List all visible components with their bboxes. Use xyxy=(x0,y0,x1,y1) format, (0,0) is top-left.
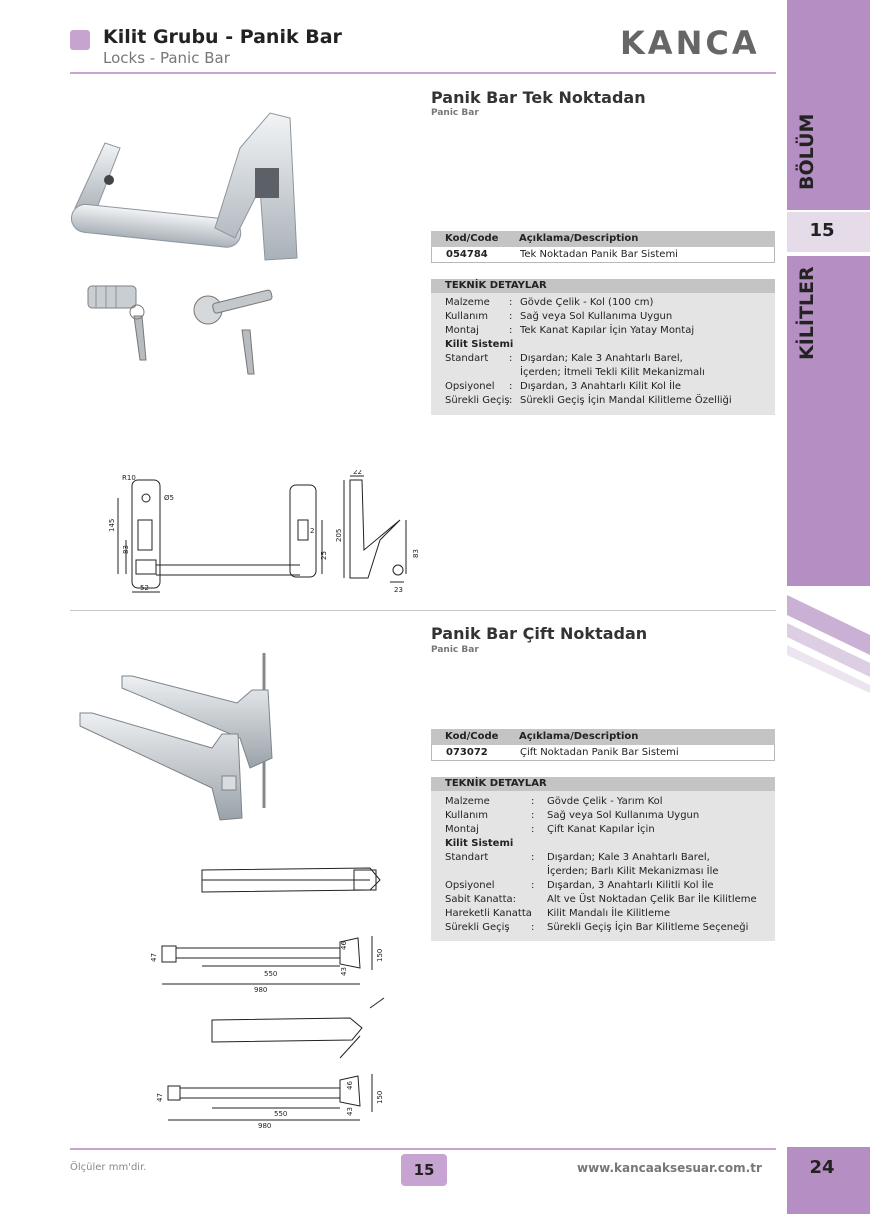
double-point-dimension-drawing xyxy=(140,858,400,1138)
product-code: 054784 xyxy=(446,249,488,260)
tech-label: Kullanım xyxy=(445,810,488,821)
tech-sep: : xyxy=(509,353,513,364)
dim-46: 46 xyxy=(340,941,348,950)
brand-logo: KANCA xyxy=(620,24,760,62)
tech-label: Kullanım xyxy=(445,311,488,322)
product-title: Panik Bar Tek Noktadan xyxy=(431,88,646,107)
tech-sep: : xyxy=(531,796,535,807)
tech-value: Kilit Mandalı İle Kilitleme xyxy=(547,908,670,919)
tech-label: Standart xyxy=(445,852,489,863)
tech-sep: : xyxy=(531,922,535,933)
side-section-number: 15 xyxy=(809,220,835,241)
tech-details-header: TEKNİK DETAYLAR xyxy=(431,777,775,791)
tech-label: Standart xyxy=(445,353,489,364)
tech-label: Opsiyonel xyxy=(445,381,495,392)
tech-label: Malzeme xyxy=(445,297,490,308)
tech-value: Alt ve Üst Noktadan Çelik Bar İle Kilitleme xyxy=(547,894,757,905)
page-subtitle: Locks - Panic Bar xyxy=(103,49,230,67)
single-point-dimension-drawing xyxy=(100,470,430,600)
code-table-row xyxy=(431,745,775,761)
panic-bar-single-photo xyxy=(65,108,305,268)
tech-value: Gövde Çelik - Kol (100 cm) xyxy=(520,297,654,308)
tech-sep: : xyxy=(531,810,535,821)
dim-980b: 980 xyxy=(258,1122,272,1130)
tech-sep: : xyxy=(531,852,535,863)
code-table-row xyxy=(431,247,775,263)
dim-47b: 47 xyxy=(156,1093,164,1102)
dim-47: 47 xyxy=(150,953,158,962)
tech-sep: : xyxy=(509,395,513,406)
dim-150b: 150 xyxy=(376,1090,384,1104)
lock-cylinder-accessories-photo xyxy=(82,280,282,380)
dim-150: 150 xyxy=(376,948,384,962)
tech-group-label: Kilit Sistemi xyxy=(445,339,514,350)
dim-83: 83 xyxy=(122,545,130,554)
panic-bar-double-photo xyxy=(72,648,287,828)
section-page-number: 15 xyxy=(401,1154,447,1186)
dim-550: 550 xyxy=(264,970,278,978)
page-title: Kilit Grubu - Panik Bar xyxy=(103,26,342,48)
tech-sep: : xyxy=(531,824,535,835)
dim-22: 22 xyxy=(353,470,362,476)
dim-980: 980 xyxy=(254,986,268,994)
tech-value: Çift Kanat Kapılar İçin xyxy=(547,824,655,835)
product-description: Tek Noktadan Panik Bar Sistemi xyxy=(520,249,678,260)
tech-value: İçerden; Barlı Kilit Mekanizması İle xyxy=(547,866,719,877)
code-column-header: Kod/Code xyxy=(445,233,499,244)
tech-label: Sürekli Geçiş xyxy=(445,395,510,406)
dim-145: 145 xyxy=(108,518,116,532)
dim-43b: 43 xyxy=(346,1107,354,1116)
tech-label: Sabit Kanatta: xyxy=(445,894,517,905)
website-link[interactable]: www.kancaaksesuar.com.tr xyxy=(577,1161,762,1175)
product-subtitle: Panic Bar xyxy=(431,108,479,118)
dim-550b: 550 xyxy=(274,1110,288,1118)
product-subtitle: Panic Bar xyxy=(431,645,479,655)
tech-label: Sürekli Geçiş xyxy=(445,922,510,933)
tech-value: Dışardan; Kale 3 Anahtarlı Barel, xyxy=(547,852,710,863)
tech-value: İçerden; İtmeli Tekli Kilit Mekanizmalı xyxy=(520,367,705,378)
tech-label: Montaj xyxy=(445,824,479,835)
dim-83b: 83 xyxy=(412,549,420,558)
tech-label: Montaj xyxy=(445,325,479,336)
page-number: 24 xyxy=(809,1157,835,1178)
description-column-header: Açıklama/Description xyxy=(519,731,639,742)
product-description: Çift Noktadan Panik Bar Sistemi xyxy=(520,747,679,758)
tech-value: Sürekli Geçiş İçin Bar Kilitleme Seçeneği xyxy=(547,922,749,933)
header-divider xyxy=(70,72,776,74)
footer-note: Ölçüler mm'dir. xyxy=(70,1162,147,1173)
tech-label: Opsiyonel xyxy=(445,880,495,891)
tech-label: Malzeme xyxy=(445,796,490,807)
tech-value: Sürekli Geçiş İçin Mandal Kilitleme Özelliği xyxy=(520,395,732,406)
side-category-label: KİLİTLER xyxy=(796,266,818,360)
product-code: 073072 xyxy=(446,747,488,758)
tech-label: Hareketli Kanatta xyxy=(445,908,532,919)
tech-value: Dışardan, 3 Anahtarlı Kilitli Kol İle xyxy=(547,880,714,891)
tech-sep: : xyxy=(509,297,513,308)
description-column-header: Açıklama/Description xyxy=(519,233,639,244)
tech-value: Dışardan, 3 Anahtarlı Kilit Kol İle xyxy=(520,381,682,392)
section-divider xyxy=(70,610,776,611)
code-table-header xyxy=(431,729,775,745)
tech-sep: : xyxy=(509,381,513,392)
dim-23: 23 xyxy=(394,586,403,594)
tech-value: Sağ veya Sol Kullanıma Uygun xyxy=(547,810,700,821)
side-deco-stripes xyxy=(787,585,870,695)
dim-43: 43 xyxy=(340,967,348,976)
dim-radius: R10 xyxy=(122,474,136,482)
tech-details-header: TEKNİK DETAYLAR xyxy=(431,279,775,293)
footer-divider xyxy=(70,1148,776,1150)
code-table-header xyxy=(431,231,775,247)
dim-25: 25 xyxy=(320,551,328,560)
tech-value: Gövde Çelik - Yarım Kol xyxy=(547,796,663,807)
tech-sep: : xyxy=(509,311,513,322)
tech-sep: : xyxy=(509,325,513,336)
dim-52: 52 xyxy=(140,584,149,592)
tech-group-label: Kilit Sistemi xyxy=(445,838,514,849)
dim-46b: 46 xyxy=(346,1081,354,1090)
dim-205: 205 xyxy=(335,528,343,542)
tech-value: Dışardan; Kale 3 Anahtarlı Barel, xyxy=(520,353,683,364)
page-number-box xyxy=(787,1147,870,1214)
tech-sep: : xyxy=(531,880,535,891)
code-column-header: Kod/Code xyxy=(445,731,499,742)
tech-value: Sağ veya Sol Kullanıma Uygun xyxy=(520,311,673,322)
dim-hole: Ø5 xyxy=(164,494,174,502)
product-title: Panik Bar Çift Noktadan xyxy=(431,624,648,643)
side-section-label: BÖLÜM xyxy=(796,113,818,190)
tech-value: Tek Kanat Kapılar İçin Yatay Montaj xyxy=(520,325,695,336)
header-bullet xyxy=(70,30,90,50)
dim-2: 2 xyxy=(310,527,315,535)
